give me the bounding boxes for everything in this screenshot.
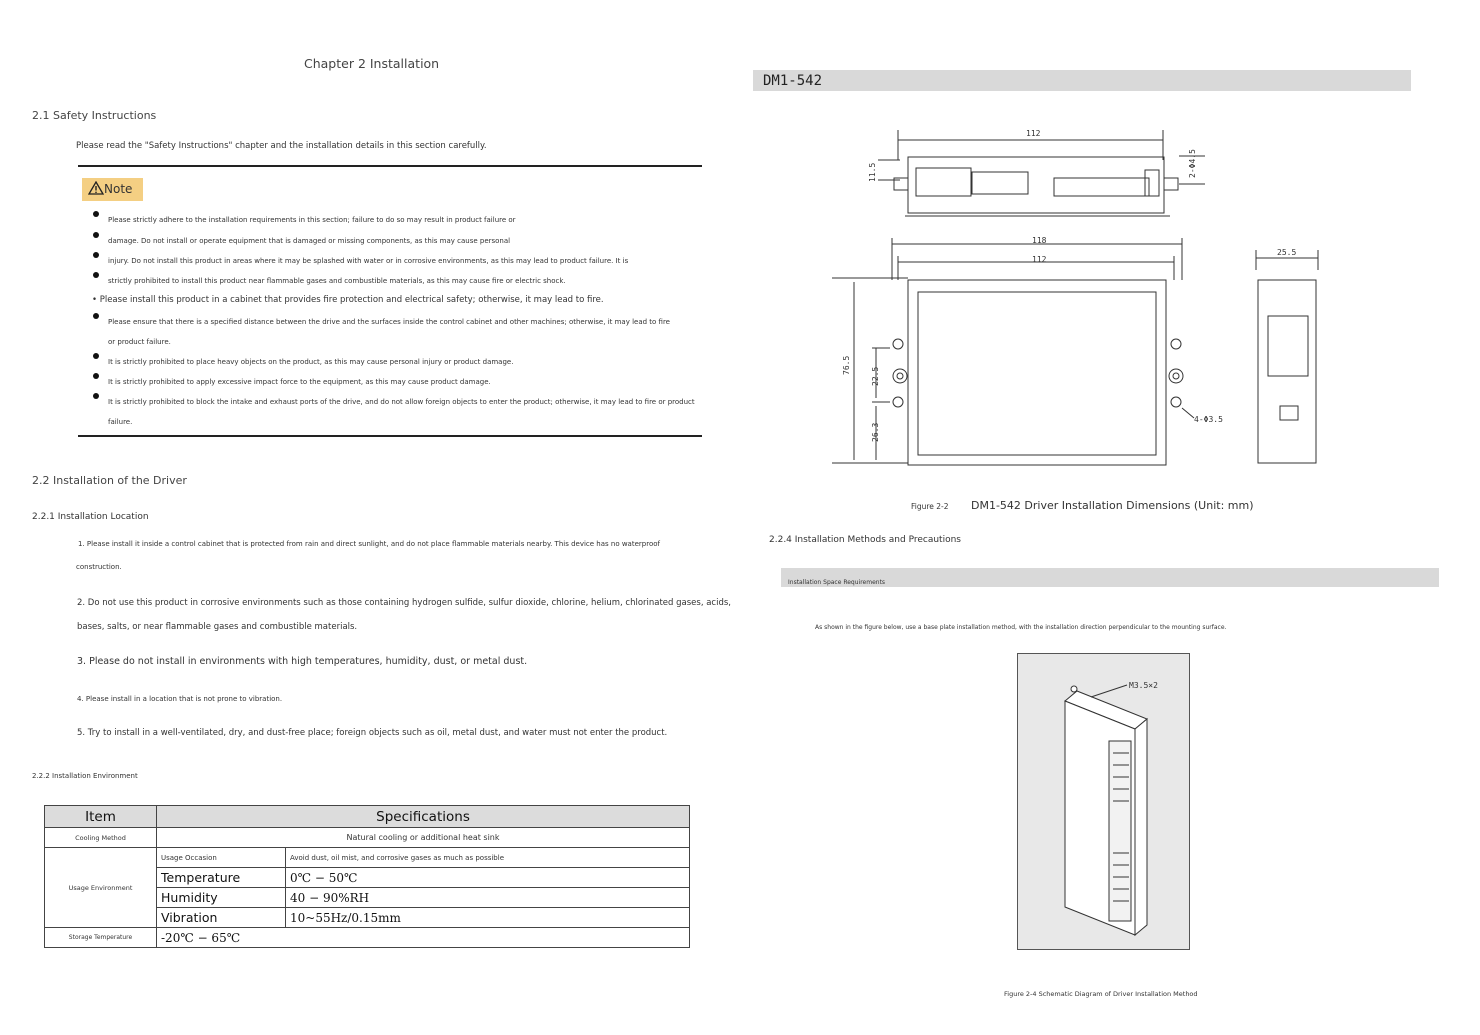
safety-line: It is strictly prohibited to block the intake and exhaust ports of the drive, and do not allow foreign objects to enter the product; otherwise, it may lead to fire or product bbox=[108, 398, 695, 406]
dim-label: 11.5 bbox=[868, 162, 877, 182]
table-cell-value: Avoid dust, oil mist, and corrosive gases as much as possible bbox=[286, 848, 690, 868]
safety-line: strictly prohibited to install this product near flammable gases and combustible materials, as this may cause fire or electric shock. bbox=[108, 277, 566, 285]
section-heading-2-2: 2.2 Installation of the Driver bbox=[32, 474, 187, 487]
safety-intro-text: Please read the "Safety Instructions" chapter and the installation details in this section carefully. bbox=[76, 141, 487, 151]
warning-icon bbox=[88, 181, 104, 195]
note-label: Note bbox=[104, 182, 133, 196]
note-badge bbox=[82, 178, 143, 201]
model-band bbox=[753, 70, 1411, 91]
table-cell-value: Natural cooling or additional heat sink bbox=[157, 828, 690, 848]
location-line: 3. Please do not install in environments with high temperatures, humidity, dust, or metal dust. bbox=[77, 656, 528, 667]
table-cell-label: Usage Occasion bbox=[157, 848, 286, 868]
table-header-item: Item bbox=[45, 806, 157, 828]
screw-label: M3.5×2 bbox=[1129, 681, 1158, 690]
dim-label: 112 bbox=[1032, 255, 1047, 264]
safety-line: failure. bbox=[108, 418, 133, 426]
table-cell-label: Vibration bbox=[157, 908, 286, 928]
bullet-dot bbox=[93, 353, 99, 359]
table-cell-value: -20℃ − 65℃ bbox=[157, 928, 690, 948]
location-line: construction. bbox=[76, 563, 122, 571]
dim-label: 118 bbox=[1032, 236, 1047, 245]
table-cell-label: Temperature bbox=[157, 868, 286, 888]
safety-line: Please strictly adhere to the installation requirements in this section; failure to do so may result in product failure or bbox=[108, 216, 516, 224]
figure-2-4-caption: Figure 2-4 Schematic Diagram of Driver Installation Method bbox=[1004, 990, 1198, 998]
bullet-dot bbox=[93, 272, 99, 278]
dim-label: 22.5 bbox=[871, 366, 880, 386]
dim-label: 76.5 bbox=[842, 355, 851, 375]
installation-drawing bbox=[1017, 653, 1191, 951]
location-line: 5. Try to install in a well-ventilated, dry, and dust-free place; foreign objects such as oil, metal dust, and water must not enter the product. bbox=[77, 728, 668, 738]
figure-2-2-number: Figure 2-2 bbox=[911, 502, 949, 511]
safety-line: Please ensure that there is a specified distance between the drive and the surfaces inside the control cabinet and other machines; otherwise, it may lead to fire bbox=[108, 318, 670, 326]
table-cell-label: Usage Environment bbox=[45, 848, 157, 928]
safety-line: • Please install this product in a cabinet that provides fire protection and electrical safety; otherwise, it may lead to fire. bbox=[92, 295, 604, 305]
model-title: DM1-542 bbox=[763, 73, 823, 89]
location-line: 2. Do not use this product in corrosive environments such as those containing hydrogen sulfide, sulfur dioxide, chlorine, helium, chlorinated gases, acids, bbox=[77, 598, 731, 608]
table-header-specifications: Specifications bbox=[157, 806, 690, 828]
bullet-dot bbox=[93, 232, 99, 238]
bullet-dot bbox=[93, 373, 99, 379]
dim-label: 4-Φ3.5 bbox=[1194, 415, 1223, 424]
table-cell-label: Cooling Method bbox=[45, 828, 157, 848]
dim-label: 26.3 bbox=[871, 422, 880, 442]
dimension-drawing bbox=[820, 120, 1340, 480]
location-line: 1. Please install it inside a control cabinet that is protected from rain and direct sunlight, and do not place flammable materials nearby. This device has no waterproof bbox=[78, 540, 660, 548]
section-heading-2-2-4: 2.2.4 Installation Methods and Precautions bbox=[769, 535, 961, 545]
bullet-dot bbox=[93, 393, 99, 399]
section-heading-2-2-2: 2.2.2 Installation Environment bbox=[32, 772, 138, 780]
drive-front-body bbox=[908, 280, 1166, 465]
safety-line: It is strictly prohibited to apply excessive impact force to the equipment, as this may cause product damage. bbox=[108, 378, 491, 386]
table-cell-value: 40 − 90%RH bbox=[286, 888, 690, 908]
safety-line: It is strictly prohibited to place heavy objects on the product, as this may cause personal injury or product damage. bbox=[108, 358, 514, 366]
space-description: As shown in the figure below, use a base plate installation method, with the installation direction perpendicular to the mounting surface. bbox=[815, 624, 1227, 631]
safety-line: or product failure. bbox=[108, 338, 171, 346]
section-heading-2-2-1: 2.2.1 Installation Location bbox=[32, 512, 149, 522]
location-line: 4. Please install in a location that is not prone to vibration. bbox=[77, 695, 283, 703]
drive-side-body bbox=[1258, 280, 1316, 463]
note-bottom-rule bbox=[78, 435, 702, 437]
table-cell-value: 10~55Hz/0.15mm bbox=[286, 908, 690, 928]
chapter-title: Chapter 2 Installation bbox=[304, 56, 440, 71]
table-cell-value: 0℃ − 50℃ bbox=[286, 868, 690, 888]
dim-label: 112 bbox=[1026, 129, 1041, 138]
environment-table bbox=[44, 805, 690, 948]
safety-line: injury. Do not install this product in areas where it may be splashed with water or in corrosive environments, as this may lead to product failure. It is bbox=[108, 257, 629, 265]
table-cell-label: Humidity bbox=[157, 888, 286, 908]
table-cell-label: Storage Temperature bbox=[45, 928, 157, 948]
bullet-dot bbox=[93, 313, 99, 319]
space-band-label: Installation Space Requirements bbox=[788, 579, 886, 586]
bullet-dot bbox=[93, 252, 99, 258]
note-top-rule bbox=[78, 165, 702, 167]
section-heading-2-1: 2.1 Safety Instructions bbox=[32, 109, 157, 122]
dim-label: 2-Φ4.5 bbox=[1188, 149, 1197, 178]
safety-line: damage. Do not install or operate equipment that is damaged or missing components, as this may cause personal bbox=[108, 237, 511, 245]
figure-2-2-title: DM1-542 Driver Installation Dimensions (Unit: mm) bbox=[971, 499, 1254, 512]
location-line: bases, salts, or near flammable gases and combustible materials. bbox=[77, 622, 358, 632]
drive-top-body bbox=[908, 157, 1164, 213]
bullet-dot bbox=[93, 211, 99, 217]
dim-label: 25.5 bbox=[1277, 248, 1297, 257]
